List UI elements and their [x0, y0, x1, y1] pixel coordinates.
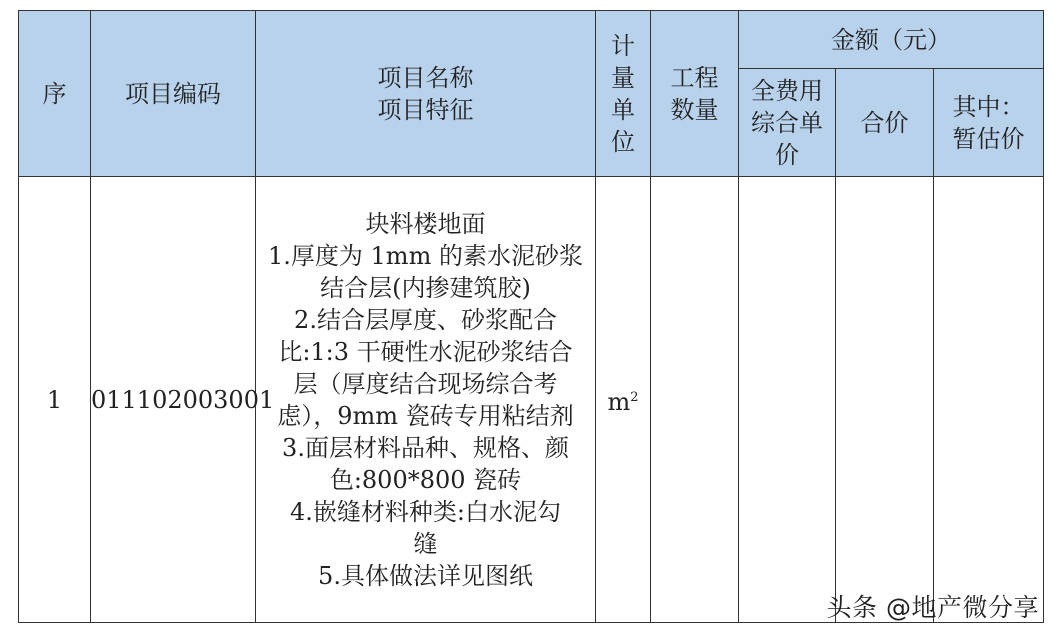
- desc-line: 虑），9mm 瓷砖专用粘结剂: [277, 401, 574, 430]
- header-feature: 项目特征: [377, 95, 474, 124]
- row-quantity: [651, 177, 739, 623]
- header-unit-price-line: 全费用: [751, 76, 823, 105]
- header-unit-price-line: 价: [775, 140, 799, 169]
- header-unit: [596, 11, 651, 177]
- row-code: 011102003001: [91, 177, 256, 623]
- header-provisional: [934, 69, 1044, 177]
- desc-line: 比:1:3 干硬性水泥砂浆结合: [278, 337, 573, 366]
- header-total: 合价: [836, 69, 934, 177]
- desc-line: 缝: [413, 529, 438, 558]
- desc-line: 5.具体做法详见图纸: [318, 561, 533, 590]
- watermark: 头条 @地产微分享: [826, 593, 1039, 622]
- unit-exponent: 2: [630, 389, 639, 405]
- header-provisional-line: 暂估价: [952, 124, 1025, 153]
- header-seq: 序: [19, 11, 91, 177]
- header-name: 项目名称: [377, 63, 474, 92]
- desc-line: 结合层(内掺建筑胶): [320, 273, 531, 302]
- header-unit-char: 位: [611, 127, 635, 156]
- header-quantity: [651, 11, 739, 177]
- desc-line: 3.面层材料品种、规格、颜: [282, 433, 569, 462]
- table-row: [19, 177, 1044, 623]
- header-quantity-line: 工程: [670, 63, 719, 92]
- desc-line: 2.结合层厚度、砂浆配合: [294, 305, 557, 334]
- desc-line: 色:800*800 瓷砖: [329, 465, 522, 494]
- header-name-feature: [256, 11, 596, 177]
- header-unit-char: 计: [611, 31, 635, 60]
- row-unit: [596, 177, 651, 623]
- row-total: [836, 177, 934, 623]
- row-description: [256, 177, 596, 623]
- desc-line: 块料楼地面: [365, 209, 486, 238]
- row-provisional: [934, 177, 1044, 623]
- header-unit-price: [739, 69, 836, 177]
- header-row-top: [19, 11, 1044, 69]
- header-amount: 金额（元）: [739, 11, 1044, 69]
- header-unit-char: 单: [611, 95, 635, 124]
- header-unit-char: 量: [611, 63, 635, 92]
- bill-of-quantities-table: [18, 10, 1044, 623]
- desc-line: 1.厚度为 1mm 的素水泥砂浆: [268, 241, 583, 270]
- header-quantity-line: 数量: [670, 95, 719, 124]
- row-unit-price: [739, 177, 836, 623]
- desc-line: 4.嵌缝材料种类:白水泥勾: [290, 497, 561, 526]
- unit-base: m: [607, 387, 631, 416]
- row-seq: 1: [19, 177, 91, 623]
- header-code: 项目编码: [91, 11, 256, 177]
- header-unit-price-line: 综合单: [751, 108, 823, 137]
- header-provisional-line: 其中：: [952, 92, 1025, 121]
- desc-line: 层（厚度结合现场综合考: [293, 369, 558, 398]
